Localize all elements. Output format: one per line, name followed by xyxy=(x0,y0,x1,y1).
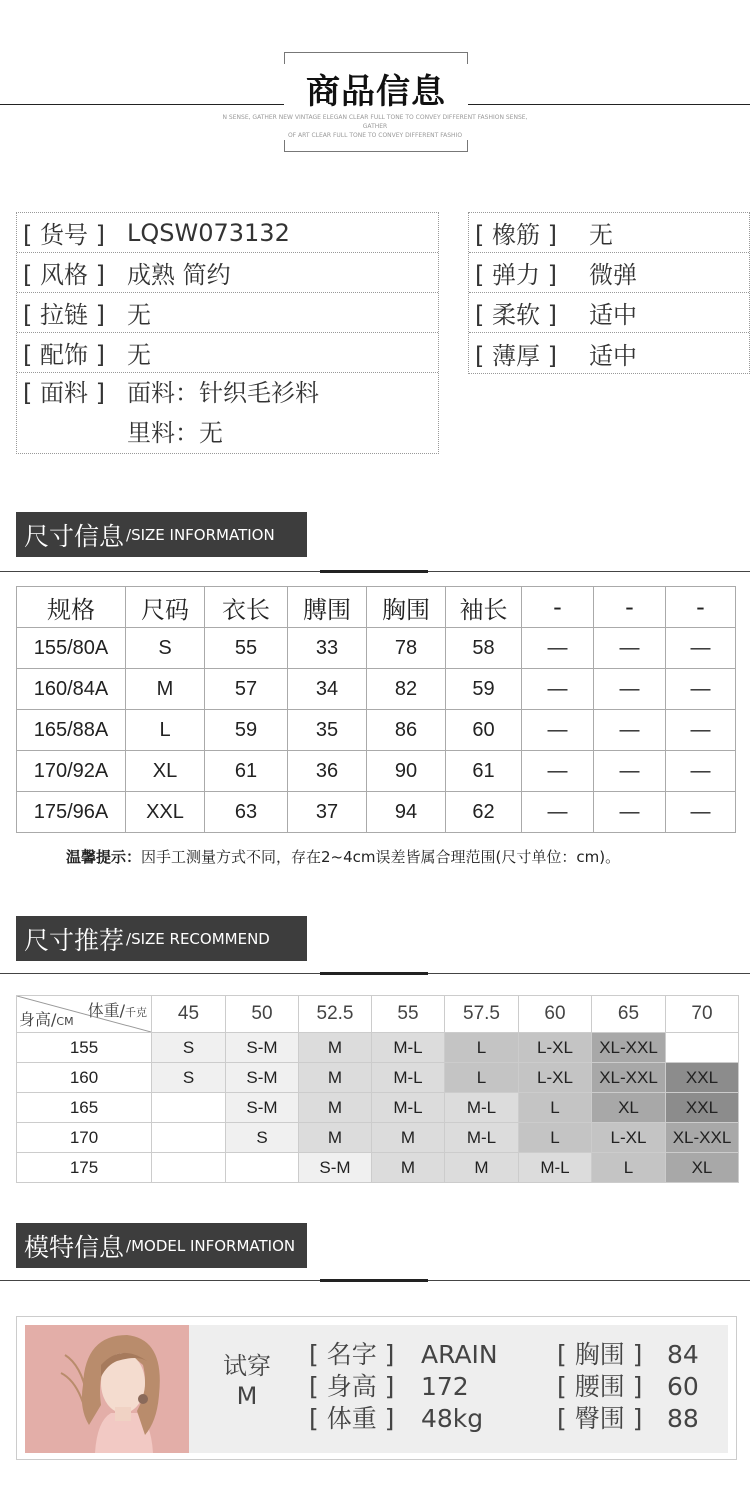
info-key: [ 弹力 ] xyxy=(475,261,557,289)
weight-label: 体重/ xyxy=(87,1001,125,1020)
recommend-size-cell: L xyxy=(519,1123,592,1153)
size-cell: 61 xyxy=(446,751,522,792)
recommend-size-cell: L-XL xyxy=(519,1033,592,1063)
info-value: 无 xyxy=(127,341,151,369)
model-panel xyxy=(25,1325,728,1453)
recommend-size-cell: M-L xyxy=(372,1093,445,1123)
recommend-size-cell: M xyxy=(299,1063,372,1093)
weight-header-cell: 55 xyxy=(372,996,445,1033)
try-label: 试穿 xyxy=(223,1352,271,1380)
recommend-size-cell: S-M xyxy=(299,1153,372,1183)
stat-value: 84 xyxy=(667,1340,699,1369)
info-key: [ 橡筋 ] xyxy=(475,221,557,249)
weight-header-cell: 50 xyxy=(226,996,299,1033)
stat-value: 88 xyxy=(667,1404,699,1433)
recommend-size-cell: S xyxy=(152,1033,226,1063)
recommend-size-cell: L-XL xyxy=(519,1063,592,1093)
model-stat-weight xyxy=(309,1403,498,1435)
size-cell: 170/92A xyxy=(17,751,126,792)
info-value: 适中 xyxy=(589,341,637,370)
size-header-cell: 衣长 xyxy=(205,587,288,628)
recommend-header-row xyxy=(17,996,739,1033)
recommend-size-cell: S-M xyxy=(226,1093,299,1123)
size-cell: 62 xyxy=(446,792,522,833)
model-try-on xyxy=(219,1351,275,1411)
stat-key: [ 名字 ] xyxy=(309,1340,395,1369)
size-header-cell: 袖长 xyxy=(446,587,522,628)
model-portrait-illustration xyxy=(25,1325,189,1453)
recommend-size-cell: M xyxy=(299,1123,372,1153)
info-value: 微弹 xyxy=(589,261,637,289)
info-row-softness xyxy=(469,293,749,333)
info-key: [ 拉链 ] xyxy=(23,301,105,329)
model-stat-hip xyxy=(557,1403,699,1435)
recommend-size-cell: XL xyxy=(592,1093,666,1123)
section-rule-accent xyxy=(320,570,428,573)
size-cell: 57 xyxy=(205,669,288,710)
info-key: [ 面料 ] xyxy=(23,379,105,407)
size-cell: — xyxy=(522,710,594,751)
recommend-size-cell xyxy=(152,1093,226,1123)
size-cell: — xyxy=(522,628,594,669)
recommend-size-cell xyxy=(152,1153,226,1183)
size-cell: 165/88A xyxy=(17,710,126,751)
size-cell: 36 xyxy=(288,751,367,792)
page-title: 商品信息 xyxy=(284,64,468,113)
size-cell: — xyxy=(666,751,736,792)
size-cell: S xyxy=(126,628,205,669)
height-axis-label xyxy=(19,1007,74,1030)
size-cell: 160/84A xyxy=(17,669,126,710)
height-cell: 175 xyxy=(17,1153,152,1183)
recommend-size-cell: S-M xyxy=(226,1033,299,1063)
recommend-size-cell: L xyxy=(592,1153,666,1183)
size-cell: XXL xyxy=(126,792,205,833)
recommend-size-cell: S xyxy=(226,1123,299,1153)
info-key: [ 配饰 ] xyxy=(23,341,105,369)
weight-header-cell: 70 xyxy=(666,996,739,1033)
recommend-table-body xyxy=(17,996,739,1183)
section-title: 尺寸推荐 xyxy=(24,925,125,955)
recommend-row xyxy=(17,1093,739,1123)
recommend-row xyxy=(17,1123,739,1153)
recommend-size-cell: XXL xyxy=(666,1063,739,1093)
size-note-label: 温馨提示： xyxy=(66,848,142,866)
model-stat-waist xyxy=(557,1371,699,1403)
stat-key: [ 体重 ] xyxy=(309,1404,395,1433)
recommend-size-cell: M-L xyxy=(372,1063,445,1093)
info-row-elasticity xyxy=(469,253,749,293)
info-value: 无 xyxy=(127,301,151,329)
size-cell: 155/80A xyxy=(17,628,126,669)
weight-header-cell: 52.5 xyxy=(299,996,372,1033)
size-header-cell: 尺码 xyxy=(126,587,205,628)
weight-header-cell: 60 xyxy=(519,996,592,1033)
model-stat-height xyxy=(309,1371,498,1403)
recommend-size-cell xyxy=(152,1123,226,1153)
recommend-size-cell: M-L xyxy=(372,1033,445,1063)
info-key: [ 风格 ] xyxy=(23,261,105,289)
size-table-header xyxy=(17,587,736,628)
size-cell: — xyxy=(594,669,666,710)
recommend-size-cell xyxy=(666,1033,739,1063)
weight-unit: 千克 xyxy=(125,1006,147,1019)
info-value: 适中 xyxy=(589,301,637,329)
size-cell: — xyxy=(594,792,666,833)
size-header-cell: 胸围 xyxy=(367,587,446,628)
stat-key: [ 身高 ] xyxy=(309,1372,395,1401)
size-cell: L xyxy=(126,710,205,751)
stat-key: [ 臀围 ] xyxy=(557,1404,643,1433)
size-cell: — xyxy=(522,792,594,833)
size-table-body xyxy=(17,628,736,833)
model-stat-name xyxy=(309,1339,498,1371)
size-header-cell: 膊围 xyxy=(288,587,367,628)
recommend-size-cell: M-L xyxy=(445,1093,519,1123)
model-stats-left xyxy=(309,1339,498,1435)
fabric-values xyxy=(127,373,319,453)
weight-header-cell: 65 xyxy=(592,996,666,1033)
size-cell: — xyxy=(666,792,736,833)
size-cell: 94 xyxy=(367,792,446,833)
info-value: 无 xyxy=(589,221,613,249)
fabric-outer: 面料：针织毛衫料 xyxy=(127,379,319,407)
size-info-banner xyxy=(16,512,307,557)
size-cell: 82 xyxy=(367,669,446,710)
size-cell: 86 xyxy=(367,710,446,751)
size-cell: — xyxy=(594,751,666,792)
height-cell: 160 xyxy=(17,1063,152,1093)
recommend-size-cell: XXL xyxy=(666,1093,739,1123)
recommend-size-cell: L xyxy=(519,1093,592,1123)
model-info-banner xyxy=(16,1223,307,1268)
size-cell: 78 xyxy=(367,628,446,669)
section-rule-accent xyxy=(320,1279,428,1282)
section-subtitle: /SIZE RECOMMEND xyxy=(126,929,270,948)
size-cell: 55 xyxy=(205,628,288,669)
stat-value: ARAIN xyxy=(421,1340,498,1369)
section-rule-accent xyxy=(320,972,428,975)
section-title: 尺寸信息 xyxy=(24,521,125,551)
recommend-size-cell: M xyxy=(445,1153,519,1183)
recommend-size-cell: M-L xyxy=(519,1153,592,1183)
size-note xyxy=(66,846,620,867)
size-recommend-table xyxy=(16,995,739,1183)
info-value: LQSW073132 xyxy=(127,218,290,247)
model-stat-bust xyxy=(557,1339,699,1371)
try-size: M xyxy=(236,1382,258,1410)
height-cell: 155 xyxy=(17,1033,152,1063)
stat-key: [ 腰围 ] xyxy=(557,1372,643,1401)
recommend-row xyxy=(17,1063,739,1093)
size-cell: 60 xyxy=(446,710,522,751)
info-row-style xyxy=(17,253,438,293)
info-row-sku xyxy=(17,213,438,253)
info-key: [ 货号 ] xyxy=(23,221,105,249)
size-cell: 33 xyxy=(288,628,367,669)
size-cell: 37 xyxy=(288,792,367,833)
size-row xyxy=(17,710,736,751)
height-unit: CM xyxy=(56,1015,74,1028)
size-header-cell: - xyxy=(594,587,666,628)
size-row xyxy=(17,792,736,833)
height-label: 身高/ xyxy=(19,1010,57,1029)
recommend-size-cell: S xyxy=(152,1063,226,1093)
size-cell: 61 xyxy=(205,751,288,792)
recommend-size-cell: S-M xyxy=(226,1063,299,1093)
size-cell: M xyxy=(126,669,205,710)
info-key: [ 柔软 ] xyxy=(475,301,557,329)
recommend-row xyxy=(17,1153,739,1183)
size-cell: — xyxy=(522,751,594,792)
recommend-size-cell: M xyxy=(299,1033,372,1063)
size-cell: 59 xyxy=(205,710,288,751)
model-photo xyxy=(25,1325,189,1453)
recommend-size-cell: L-XL xyxy=(592,1123,666,1153)
model-card xyxy=(16,1316,737,1460)
size-cell: — xyxy=(666,710,736,751)
recommend-size-cell: M xyxy=(372,1153,445,1183)
size-cell: — xyxy=(594,628,666,669)
size-note-text: 因手工测量方式不同，存在2~4cm误差皆属合理范围(尺寸单位：cm)。 xyxy=(141,848,621,866)
size-cell: 175/96A xyxy=(17,792,126,833)
info-row-fabric xyxy=(17,373,438,453)
height-cell: 165 xyxy=(17,1093,152,1123)
recommend-size-cell: XL-XXL xyxy=(592,1033,666,1063)
recommend-size-cell: L xyxy=(445,1063,519,1093)
size-cell: — xyxy=(666,628,736,669)
info-row-zipper xyxy=(17,293,438,333)
size-row xyxy=(17,751,736,792)
info-key: [ 薄厚 ] xyxy=(475,341,557,370)
size-header-cell: - xyxy=(666,587,736,628)
size-row xyxy=(17,628,736,669)
stat-value: 172 xyxy=(421,1372,469,1401)
recommend-corner-cell xyxy=(17,996,152,1033)
recommend-size-cell: M xyxy=(372,1123,445,1153)
product-info-right xyxy=(468,212,750,374)
recommend-size-cell xyxy=(226,1153,299,1183)
weight-header-cell: 57.5 xyxy=(445,996,519,1033)
header-subtitle-line2: OF ART CLEAR FULL TONE TO CONVEY DIFFERENT FASHIO xyxy=(287,132,463,139)
section-title: 模特信息 xyxy=(24,1232,125,1262)
info-value: 成熟 简约 xyxy=(127,261,231,289)
recommend-row xyxy=(17,1033,739,1063)
size-cell: 63 xyxy=(205,792,288,833)
recommend-size-cell: XL-XXL xyxy=(592,1063,666,1093)
info-row-elastic-band xyxy=(469,213,749,253)
size-recommend-banner xyxy=(16,916,307,961)
section-subtitle: /SIZE INFORMATION xyxy=(126,525,275,544)
weight-axis-label xyxy=(88,998,147,1021)
size-cell: — xyxy=(522,669,594,710)
weight-header-cell: 45 xyxy=(152,996,226,1033)
recommend-size-cell: L xyxy=(445,1033,519,1063)
size-table xyxy=(16,586,736,833)
model-stats-right xyxy=(557,1339,699,1435)
size-cell: — xyxy=(666,669,736,710)
size-header-cell: 规格 xyxy=(17,587,126,628)
info-row-accessory xyxy=(17,333,438,373)
product-info-left xyxy=(16,212,439,454)
size-cell: 58 xyxy=(446,628,522,669)
size-cell: 34 xyxy=(288,669,367,710)
stat-value: 48kg xyxy=(421,1404,484,1433)
size-cell: — xyxy=(594,710,666,751)
fabric-lining: 里料：无 xyxy=(127,419,223,447)
header-subtitle-line1: N SENSE, GATHER NEW VINTAGE ELEGAN CLEAR FULL TONE TO CONVEY DIFFERENT FASHION SENSE, GATHER xyxy=(222,114,528,130)
header-subtitle xyxy=(210,113,540,140)
size-cell: 90 xyxy=(367,751,446,792)
stat-value: 60 xyxy=(667,1372,699,1401)
size-cell: 35 xyxy=(288,710,367,751)
size-row xyxy=(17,669,736,710)
recommend-size-cell: XL-XXL xyxy=(666,1123,739,1153)
height-cell: 170 xyxy=(17,1123,152,1153)
recommend-size-cell: M xyxy=(299,1093,372,1123)
section-subtitle: /MODEL INFORMATION xyxy=(126,1236,296,1255)
recommend-size-cell: XL xyxy=(666,1153,739,1183)
size-cell: 59 xyxy=(446,669,522,710)
size-header-cell: - xyxy=(522,587,594,628)
stat-key: [ 胸围 ] xyxy=(557,1340,643,1369)
info-row-thickness xyxy=(469,333,749,373)
recommend-size-cell: M-L xyxy=(445,1123,519,1153)
size-cell: XL xyxy=(126,751,205,792)
